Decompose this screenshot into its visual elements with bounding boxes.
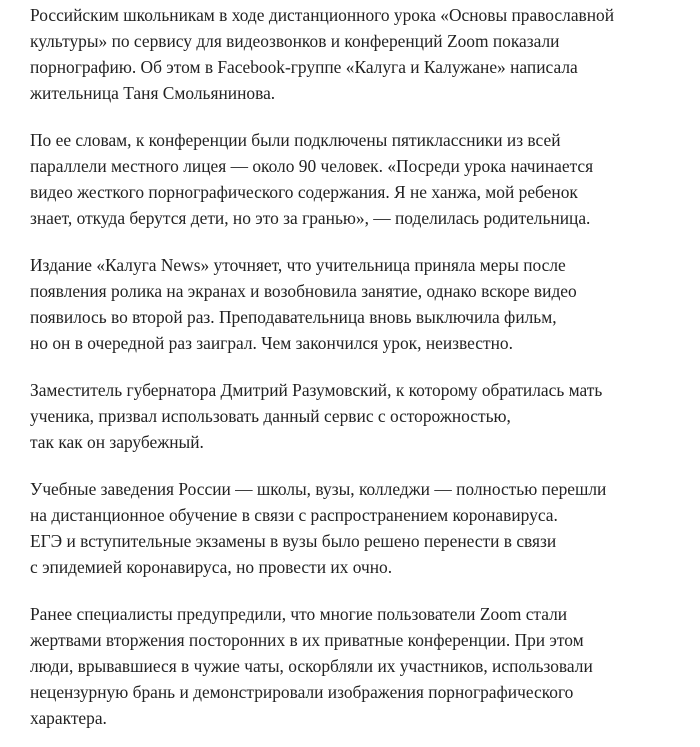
text-line: культуры» по сервису для видеозвонков и конференций Zoom показали xyxy=(30,31,560,51)
text-line: параллели местного лицея — около 90 человек. «Посреди урока начинается xyxy=(30,156,594,176)
text-line: люди, врывавшиеся в чужие чаты, оскорбляли их участников, использовали xyxy=(30,656,593,676)
text-line: появления ролика на экранах и возобновила занятие, однако вскоре видео xyxy=(30,281,577,301)
text-line: Учебные заведения России — школы, вузы, колледжи — полностью перешли xyxy=(30,479,607,499)
text-line: ЕГЭ и вступительные экзамены в вузы было решено перенести в связи xyxy=(30,531,557,551)
text-line: Российским школьникам в ходе дистанционного урока «Основы православной xyxy=(30,5,615,25)
article-paragraph xyxy=(30,252,688,356)
text-line: появилось во второй раз. Преподавательница вновь выключила фильм, xyxy=(30,307,557,327)
article-paragraph xyxy=(30,2,688,106)
article-paragraph xyxy=(30,127,688,231)
text-line: но он в очередной раз заиграл. Чем закончился урок, неизвестно. xyxy=(30,333,513,353)
text-line: знает, откуда берутся дети, но это за гранью», — поделилась родительница. xyxy=(30,208,591,228)
text-line: жительница Таня Смольянинова. xyxy=(30,83,276,103)
text-line: ученика, призвал использовать данный сервис с осторожностью, xyxy=(30,406,511,426)
text-line: порнографию. Об этом в Facebook-группе «Калуга и Калужане» написала xyxy=(30,57,578,77)
text-line: нецензурную брань и демонстрировали изображения порнографического xyxy=(30,682,574,702)
text-line: видео жесткого порнографического содержания. Я не ханжа, мой ребенок xyxy=(30,182,578,202)
article-paragraph xyxy=(30,601,688,731)
text-line: Ранее специалисты предупредили, что многие пользователи Zoom стали xyxy=(30,604,568,624)
article-paragraph xyxy=(30,476,688,580)
text-line: Заместитель губернатора Дмитрий Разумовский, к которому обратилась мать xyxy=(30,380,603,400)
text-line: с эпидемией коронавируса, но провести их очно. xyxy=(30,557,393,577)
article-paragraph xyxy=(30,377,688,455)
text-line: жертвами вторжения посторонних в их приватные конференции. При этом xyxy=(30,630,584,650)
text-line: на дистанционное обучение в связи с распространением коронавируса. xyxy=(30,505,558,525)
text-line: По ее словам, к конференции были подключены пятиклассники из всей xyxy=(30,130,561,150)
text-line: так как он зарубежный. xyxy=(30,432,204,452)
text-line: характера. xyxy=(30,708,107,728)
text-line: Издание «Калуга News» уточняет, что учительница приняла меры после xyxy=(30,255,566,275)
